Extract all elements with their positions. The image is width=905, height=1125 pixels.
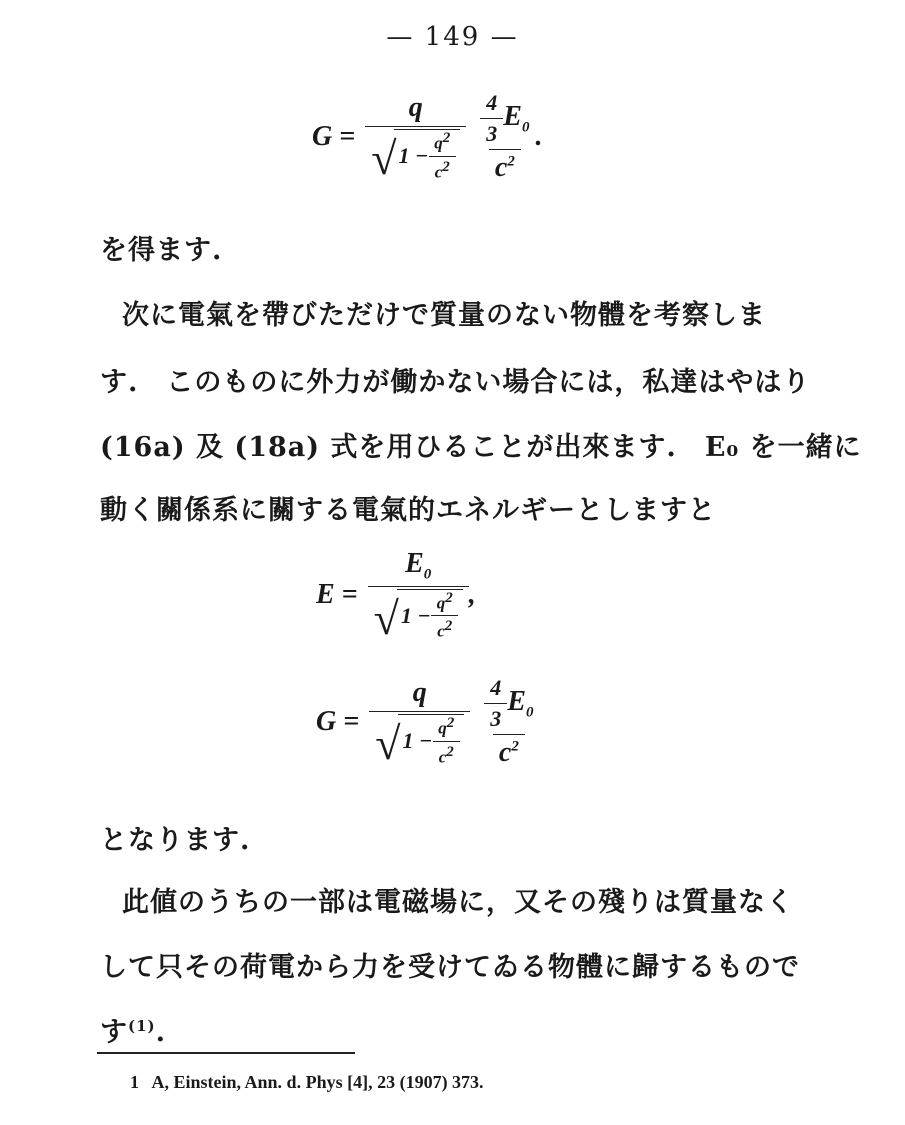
formula-e: E = $E_0$ √ 1 − $\frac{q2}{c2}$ , xyxy=(316,548,476,644)
formula-g-first: G = q √ 1 − $\frac{q2}{c2}$ $\frac{4}{3}$ $E_0$ $c^2$ . xyxy=(312,90,543,185)
footnote-reference[interactable]: (1) xyxy=(128,1017,156,1035)
formula-g-second xyxy=(316,675,539,769)
text-line: (16a) 及 (18a) 式を用ひることが出來ます. E₀ を一緒に xyxy=(100,432,862,463)
page-number: — 149 — xyxy=(386,22,519,52)
footnote xyxy=(130,1072,484,1093)
text-line: 次に電氣を帶びただけで質量のない物體を考察しま xyxy=(122,300,766,331)
sqrt: √ 1 − $\frac{q2}{c2}$ xyxy=(375,714,464,767)
sqrt: √ 1 − $\frac{q2}{c2}$ xyxy=(371,129,460,182)
formula-lhs: G = xyxy=(316,706,360,737)
text-line: 此値のうちの一部は電磁場に，又その殘りは質量なく xyxy=(122,887,794,918)
formula-lhs: E = xyxy=(316,578,358,610)
text-line-last: す$^{(1)}$. xyxy=(100,1017,167,1048)
text-line: となります. xyxy=(100,825,251,856)
footnote-divider xyxy=(97,1052,355,1054)
fraction-q-over-sqrt: q √ 1 − $\frac{q2}{c2}$ xyxy=(365,92,466,182)
fraction-q-over-sqrt: q √ 1 − $\frac{q2}{c2}$ xyxy=(369,677,470,767)
text-line: 動く關係系に關する電氣的エネルギーとしますと xyxy=(100,495,716,526)
sqrt: √ 1 − $\frac{q2}{c2}$ xyxy=(374,589,463,642)
text-line: す. このものに外力が働かない場合には，私達はやはり xyxy=(100,367,811,398)
fraction-energy-over-c2: $\frac{4}{3}$ $E_0$ $c^2$ xyxy=(474,90,535,184)
formula-lhs: G = xyxy=(312,121,356,152)
footnote-text: A, Einstein, Ann. d. Phys [4], 23 (1907) 373. xyxy=(151,1072,484,1092)
text-line: を得ます. xyxy=(100,235,223,266)
footnote-number: 1 xyxy=(130,1072,139,1092)
fraction-e0-over-sqrt: $E_0$ √ 1 − $\frac{q2}{c2}$ xyxy=(368,548,469,642)
fraction-energy-over-c2: $\frac{4}{3}$ $E_0$ $c^2$ xyxy=(478,675,539,769)
text-line: して只その荷電から力を受けてゐる物體に歸するもので xyxy=(100,952,800,983)
